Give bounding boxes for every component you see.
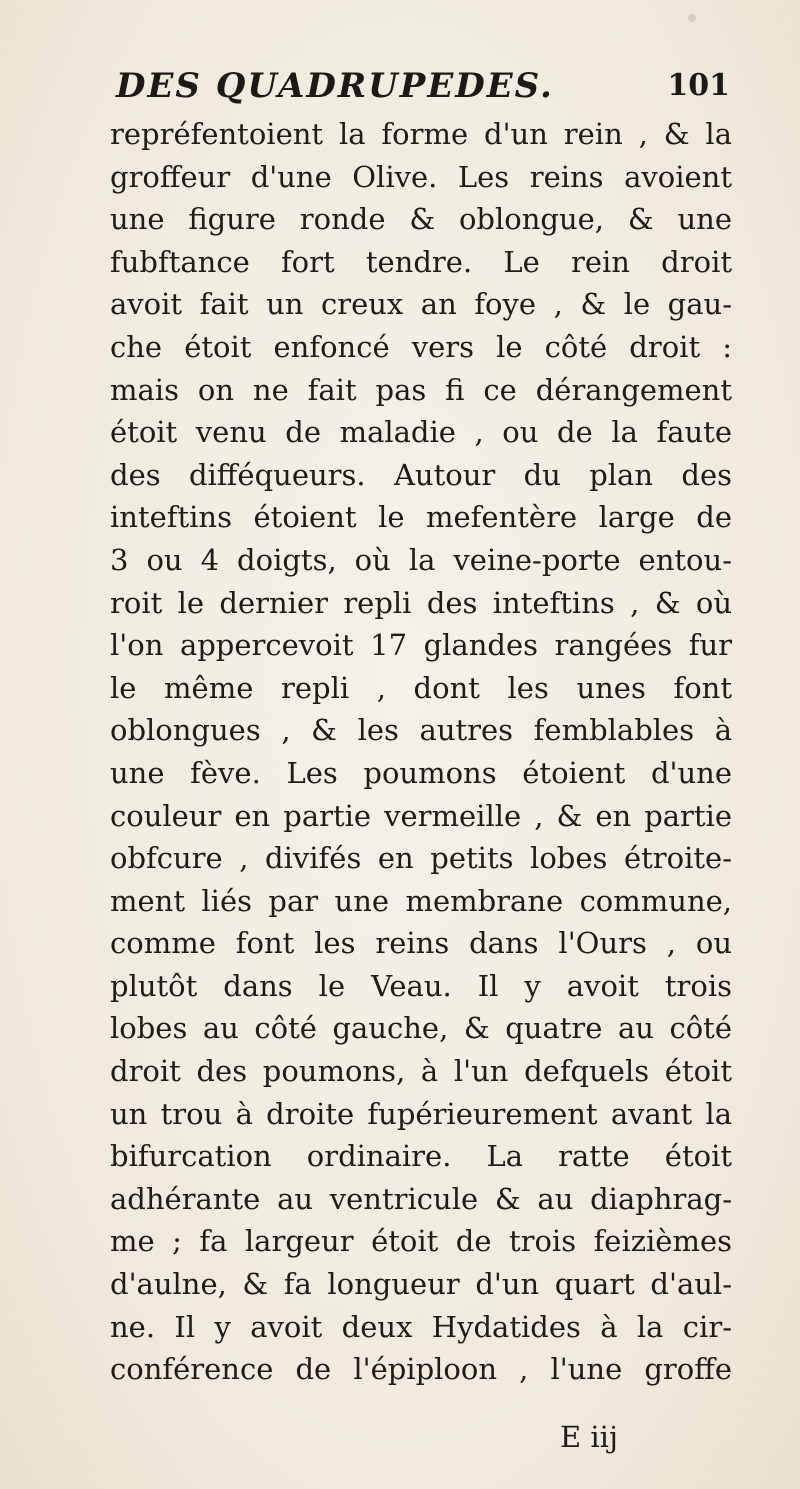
- text-line: che étoit enfoncé vers le côté droit :: [110, 329, 732, 364]
- text-line: bifurcation ordinaire. La ratte étoit: [110, 1139, 732, 1174]
- text-line: droit des poumons, à l'un defquels étoit: [110, 1054, 732, 1089]
- text-line: une figure ronde & oblongue, & une: [110, 202, 732, 237]
- text-line: oblongues , & les autres femblables à: [110, 713, 732, 748]
- signature-mark: E iij: [560, 1420, 618, 1454]
- text-line: le même repli , dont les unes font: [110, 670, 732, 705]
- text-line: l'on appercevoit 17 glandes rangées fur: [110, 628, 732, 663]
- text-line: avoit fait un creux an foye , & le gau-: [110, 287, 732, 322]
- paper-spot: [688, 14, 696, 22]
- text-line: repréfentoient la forme d'un rein , & la: [110, 117, 732, 151]
- page-number: 101: [667, 68, 730, 103]
- text-line: une fève. Les poumons étoient d'une: [110, 755, 732, 790]
- text-line: groffeur d'une Olive. Les reins avoient: [110, 159, 732, 194]
- text-line: comme font les reins dans l'Ours , ou: [110, 926, 732, 961]
- text-line: d'aulne, & fa longueur d'un quart d'aul-: [110, 1267, 732, 1302]
- text-line: ne. Il y avoit deux Hydatides à la cir-: [110, 1309, 732, 1344]
- text-line: des difféqueurs. Autour du plan des: [110, 457, 732, 492]
- text-line: mais on ne fait pas fi ce dérangement: [110, 372, 732, 407]
- text-line: roit le dernier repli des inteftins , & où: [110, 585, 732, 620]
- text-line: lobes au côté gauche, & quatre au côté: [110, 1011, 732, 1046]
- text-line: adhérante au ventricule & au diaphrag-: [110, 1181, 732, 1216]
- text-line: me ; fa largeur étoit de trois feizièmes: [110, 1224, 732, 1259]
- text-line: ment liés par une membrane commune,: [110, 883, 732, 918]
- page-header: [116, 66, 730, 110]
- text-line: fubftance fort tendre. Le rein droit: [110, 244, 732, 279]
- text-line: obfcure , divifés en petits lobes étroite-: [110, 841, 732, 876]
- text-line: couleur en partie vermeille , & en partie: [110, 798, 732, 833]
- body-text: [110, 113, 732, 1391]
- text-line: étoit venu de maladie , ou de la faute: [110, 415, 732, 450]
- running-title: DES QUADRUPEDES.: [116, 66, 554, 106]
- text-line: un trou à droite fupérieurement avant la: [110, 1096, 732, 1131]
- text-line: plutôt dans le Veau. Il y avoit trois: [110, 968, 732, 1003]
- text-line: conférence de l'épiploon , l'une groffe: [110, 1352, 732, 1387]
- text-line: inteftins étoient le mefentère large de: [110, 500, 732, 535]
- text-line: 3 ou 4 doigts, où la veine-porte entou-: [110, 542, 732, 577]
